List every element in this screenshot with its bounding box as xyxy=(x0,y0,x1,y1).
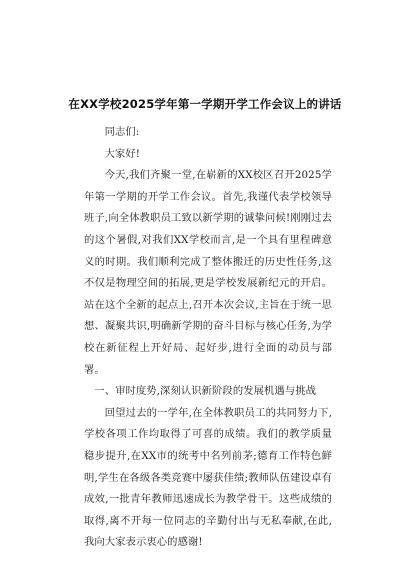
paragraph-review: 回望过去的一学年,在全体教职员工的共同努力下,学校各项工作均取得了可喜的成绩。我们的教学质量稳步提升,在XX市的统考中名列前茅;德育工作特色鲜明,学生在各级各类竞赛中屡获佳绩;教师队伍建设卓有成效,一批青年教师迅速成长为教学骨干。这些成绩的取得,离不开每一位同志的辛勤付出与无私奉献,在此,我向大家表示衷心的感谢! xyxy=(84,406,332,549)
section-heading: 一、审时度势,深刻认识新阶段的发展机遇与挑战 xyxy=(94,385,317,398)
salutation: 同志们: xyxy=(104,126,140,138)
document-body xyxy=(84,122,332,554)
greeting: 大家好! xyxy=(104,147,141,160)
document-title: 在XX学校2025学年第一学期开学工作会议上的讲话 xyxy=(68,97,342,111)
paragraph-intro: 今天,我们齐聚一堂,在崭新的XX校区召开2025学年第一学期的开学工作会议。首先,我谨代表学校领导班子,向全体教职员工致以新学期的诚挚问候!刚刚过去的这个暑假,对我们XX学校而言,是一个具有里程碑意义的时期。我们顺利完成了整体搬迁的历史性任务,这不仅是物理空间的拓展,更是学校发展新纪元的开启。站在这个全新的起点上,召开本次会议,主旨在于统一思想、凝聚共识,明确新学期的奋斗目标与核心任务,为学校在新征程上开好局、起好步,进行全面的动员与部署。 xyxy=(84,169,332,376)
